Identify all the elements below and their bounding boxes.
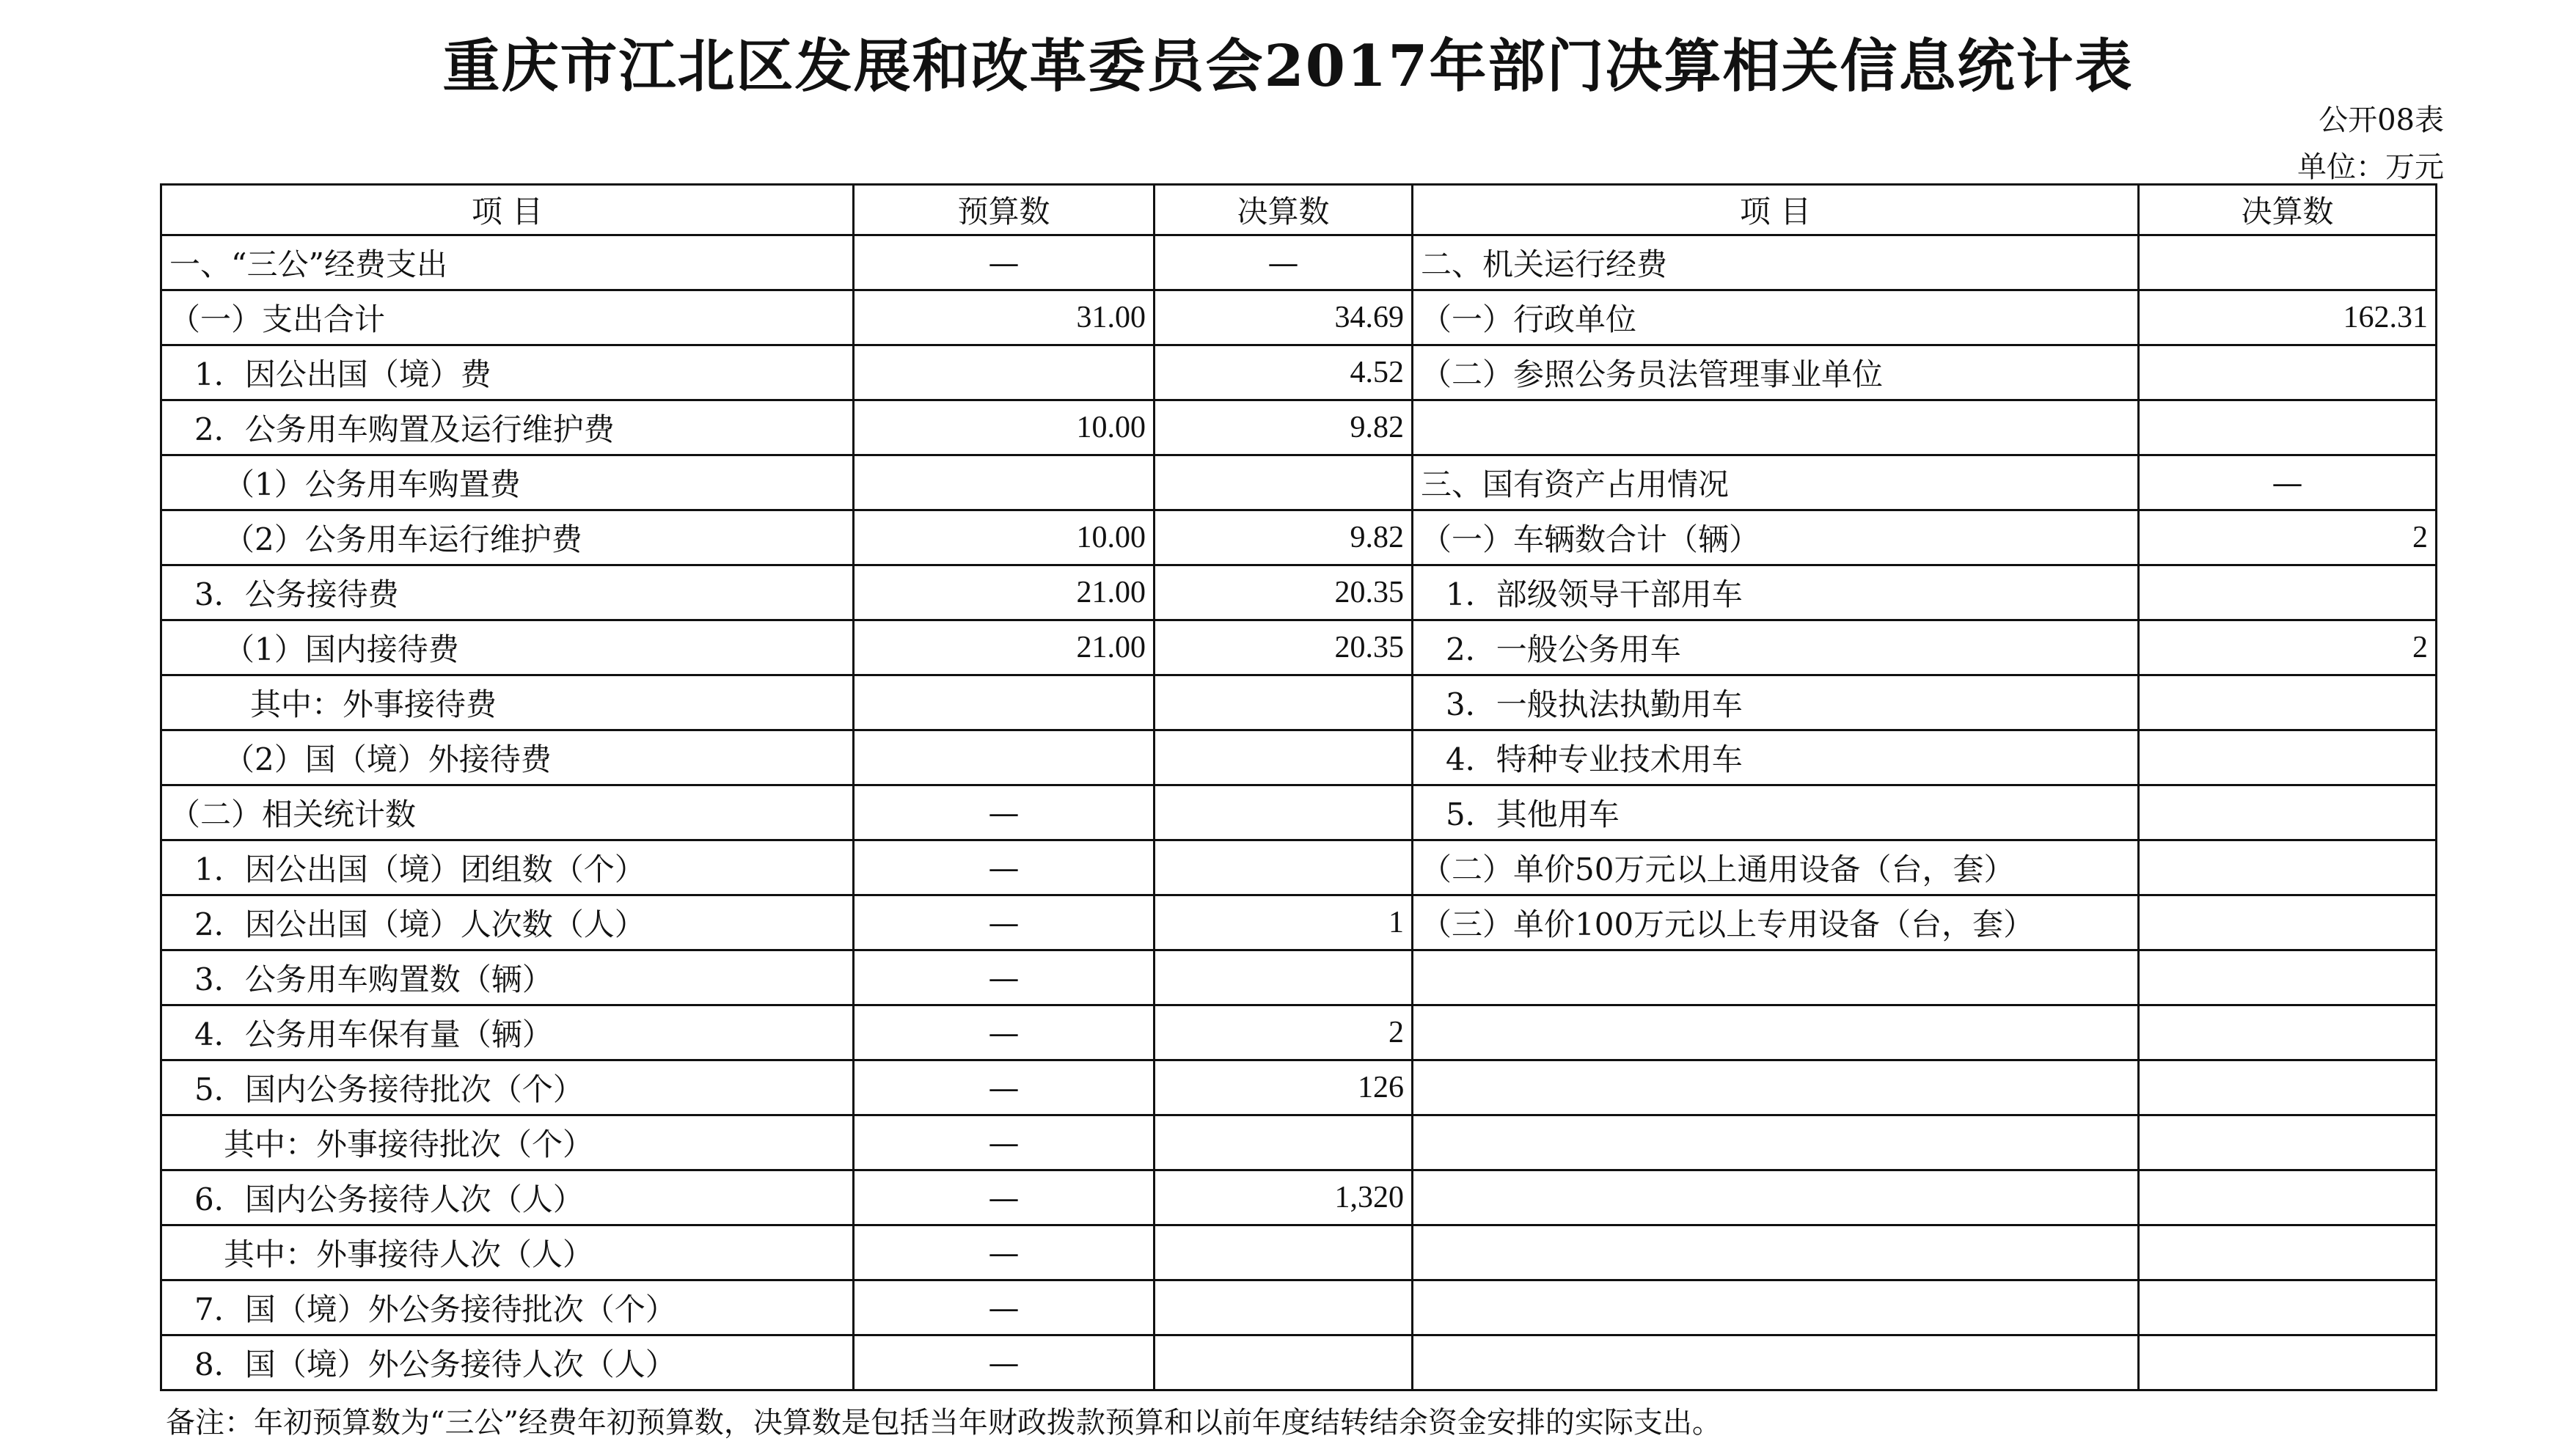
header-final: 决算数 bbox=[1155, 185, 1413, 235]
row-item-right: （二）参照公务员法管理事业单位 bbox=[1413, 345, 2139, 400]
table-row bbox=[161, 1225, 2437, 1280]
row-right-final: 2 bbox=[2139, 510, 2437, 565]
row-item-right: （二）单价50万元以上通用设备（台，套） bbox=[1413, 840, 2139, 895]
row-final: 20.35 bbox=[1155, 620, 1413, 675]
unit-label: 单位：万元 bbox=[2297, 150, 2444, 184]
row-final bbox=[1155, 455, 1413, 510]
row-budget: 31.00 bbox=[854, 290, 1155, 345]
row-budget: — bbox=[854, 895, 1155, 950]
table-row bbox=[161, 1280, 2437, 1335]
row-right-final: — bbox=[2139, 455, 2437, 510]
row-final bbox=[1155, 1335, 1413, 1390]
row-item-right bbox=[1413, 1280, 2139, 1335]
row-item-right: （一）行政单位 bbox=[1413, 290, 2139, 345]
page-title: 重庆市江北区发展和改革委员会2017年部门决算相关信息统计表 bbox=[442, 33, 2134, 100]
row-final bbox=[1155, 950, 1413, 1005]
row-budget: — bbox=[854, 1335, 1155, 1390]
row-item-left: 2．因公出国（境）人次数（人） bbox=[161, 895, 854, 950]
row-item-right bbox=[1413, 1005, 2139, 1060]
row-final: 2 bbox=[1155, 1005, 1413, 1060]
row-item-left: （2）国（境）外接待费 bbox=[161, 730, 854, 785]
row-item-right bbox=[1413, 1225, 2139, 1280]
row-item-right: 二、机关运行经费 bbox=[1413, 235, 2139, 290]
row-right-final: 2 bbox=[2139, 620, 2437, 675]
row-item-right: 1．部级领导干部用车 bbox=[1413, 565, 2139, 620]
row-right-final bbox=[2139, 565, 2437, 620]
row-right-final bbox=[2139, 1335, 2437, 1390]
row-budget: — bbox=[854, 235, 1155, 290]
row-budget: 21.00 bbox=[854, 620, 1155, 675]
table-row bbox=[161, 290, 2437, 345]
header-budget: 预算数 bbox=[854, 185, 1155, 235]
row-budget: — bbox=[854, 785, 1155, 840]
row-item-left: 2．公务用车购置及运行维护费 bbox=[161, 400, 854, 455]
row-budget: — bbox=[854, 1280, 1155, 1335]
table-row bbox=[161, 345, 2437, 400]
row-item-left: 3．公务用车购置数（辆） bbox=[161, 950, 854, 1005]
row-final bbox=[1155, 1225, 1413, 1280]
row-final: 20.35 bbox=[1155, 565, 1413, 620]
row-item-left: 1．因公出国（境）费 bbox=[161, 345, 854, 400]
row-right-final bbox=[2139, 1280, 2437, 1335]
row-item-right bbox=[1413, 950, 2139, 1005]
row-item-right: 三、国有资产占用情况 bbox=[1413, 455, 2139, 510]
row-right-final bbox=[2139, 895, 2437, 950]
row-budget: 10.00 bbox=[854, 510, 1155, 565]
row-item-left: 4．公务用车保有量（辆） bbox=[161, 1005, 854, 1060]
row-item-left: 7．国（境）外公务接待批次（个） bbox=[161, 1280, 854, 1335]
row-right-final bbox=[2139, 1225, 2437, 1280]
table-row bbox=[161, 730, 2437, 785]
row-item-right: （一）车辆数合计（辆） bbox=[1413, 510, 2139, 565]
row-budget: — bbox=[854, 1060, 1155, 1115]
row-budget: 21.00 bbox=[854, 565, 1155, 620]
row-right-final bbox=[2139, 785, 2437, 840]
row-item-right: 5．其他用车 bbox=[1413, 785, 2139, 840]
row-item-right: （三）单价100万元以上专用设备（台，套） bbox=[1413, 895, 2139, 950]
table-row bbox=[161, 1060, 2437, 1115]
row-final: — bbox=[1155, 235, 1413, 290]
row-item-left: （1）国内接待费 bbox=[161, 620, 854, 675]
row-item-right bbox=[1413, 1335, 2139, 1390]
row-budget bbox=[854, 675, 1155, 730]
row-final: 1,320 bbox=[1155, 1170, 1413, 1225]
row-final bbox=[1155, 785, 1413, 840]
row-item-left: 其中：外事接待人次（人） bbox=[161, 1225, 854, 1280]
table-row bbox=[161, 235, 2437, 290]
row-budget bbox=[854, 345, 1155, 400]
row-final bbox=[1155, 1115, 1413, 1170]
row-final: 126 bbox=[1155, 1060, 1413, 1115]
table-row bbox=[161, 400, 2437, 455]
row-final: 4.52 bbox=[1155, 345, 1413, 400]
table-body bbox=[161, 235, 2437, 1390]
table-header-row bbox=[161, 185, 2437, 235]
row-final: 9.82 bbox=[1155, 510, 1413, 565]
row-right-final bbox=[2139, 1060, 2437, 1115]
row-budget: — bbox=[854, 840, 1155, 895]
row-item-left: 一、“三公”经费支出 bbox=[161, 235, 854, 290]
table-row bbox=[161, 785, 2437, 840]
row-item-left: 3．公务接待费 bbox=[161, 565, 854, 620]
table-row bbox=[161, 1005, 2437, 1060]
table-row bbox=[161, 1170, 2437, 1225]
row-item-right: 3．一般执法执勤用车 bbox=[1413, 675, 2139, 730]
row-item-left: 8．国（境）外公务接待人次（人） bbox=[161, 1335, 854, 1390]
table-row bbox=[161, 1335, 2437, 1390]
row-item-left: 其中：外事接待费 bbox=[161, 675, 854, 730]
row-right-final bbox=[2139, 840, 2437, 895]
row-right-final bbox=[2139, 1005, 2437, 1060]
row-item-left: 其中：外事接待批次（个） bbox=[161, 1115, 854, 1170]
row-final: 34.69 bbox=[1155, 290, 1413, 345]
row-final bbox=[1155, 730, 1413, 785]
row-item-left: （2）公务用车运行维护费 bbox=[161, 510, 854, 565]
row-right-final: 162.31 bbox=[2139, 290, 2437, 345]
row-budget bbox=[854, 455, 1155, 510]
row-right-final bbox=[2139, 235, 2437, 290]
row-right-final bbox=[2139, 675, 2437, 730]
row-item-right bbox=[1413, 1170, 2139, 1225]
header-right-item: 项 目 bbox=[1413, 185, 2139, 235]
row-budget: 10.00 bbox=[854, 400, 1155, 455]
statistics-table bbox=[160, 183, 2437, 1391]
row-final: 1 bbox=[1155, 895, 1413, 950]
header-right-final: 决算数 bbox=[2139, 185, 2437, 235]
row-item-right bbox=[1413, 1060, 2139, 1115]
row-item-right: 2．一般公务用车 bbox=[1413, 620, 2139, 675]
row-final bbox=[1155, 840, 1413, 895]
row-right-final bbox=[2139, 1115, 2437, 1170]
row-budget: — bbox=[854, 1225, 1155, 1280]
row-right-final bbox=[2139, 730, 2437, 785]
footnote: 备注：年初预算数为“三公”经费年初预算数，决算数是包括当年财政拨款预算和以前年度结转结余资金安排的实际支出。 bbox=[166, 1406, 1721, 1440]
row-right-final bbox=[2139, 400, 2437, 455]
table-row bbox=[161, 950, 2437, 1005]
row-budget: — bbox=[854, 1115, 1155, 1170]
row-budget: — bbox=[854, 1005, 1155, 1060]
row-item-left: 5．国内公务接待批次（个） bbox=[161, 1060, 854, 1115]
row-final: 9.82 bbox=[1155, 400, 1413, 455]
table-row bbox=[161, 510, 2437, 565]
row-item-left: 1．因公出国（境）团组数（个） bbox=[161, 840, 854, 895]
table-row bbox=[161, 840, 2437, 895]
form-number: 公开08表 bbox=[2319, 103, 2444, 137]
row-budget bbox=[854, 730, 1155, 785]
table-row bbox=[161, 1115, 2437, 1170]
table-row bbox=[161, 565, 2437, 620]
row-right-final bbox=[2139, 345, 2437, 400]
row-item-right bbox=[1413, 400, 2139, 455]
row-item-right: 4．特种专业技术用车 bbox=[1413, 730, 2139, 785]
table-row bbox=[161, 620, 2437, 675]
row-item-left: （二）相关统计数 bbox=[161, 785, 854, 840]
row-right-final bbox=[2139, 950, 2437, 1005]
header-left-item: 项 目 bbox=[161, 185, 854, 235]
row-budget: — bbox=[854, 1170, 1155, 1225]
table-row bbox=[161, 895, 2437, 950]
row-item-left: （一）支出合计 bbox=[161, 290, 854, 345]
row-final bbox=[1155, 675, 1413, 730]
row-final bbox=[1155, 1280, 1413, 1335]
table-row bbox=[161, 675, 2437, 730]
table-row bbox=[161, 455, 2437, 510]
row-item-right bbox=[1413, 1115, 2139, 1170]
row-right-final bbox=[2139, 1170, 2437, 1225]
row-budget: — bbox=[854, 950, 1155, 1005]
row-item-left: 6．国内公务接待人次（人） bbox=[161, 1170, 854, 1225]
row-item-left: （1）公务用车购置费 bbox=[161, 455, 854, 510]
